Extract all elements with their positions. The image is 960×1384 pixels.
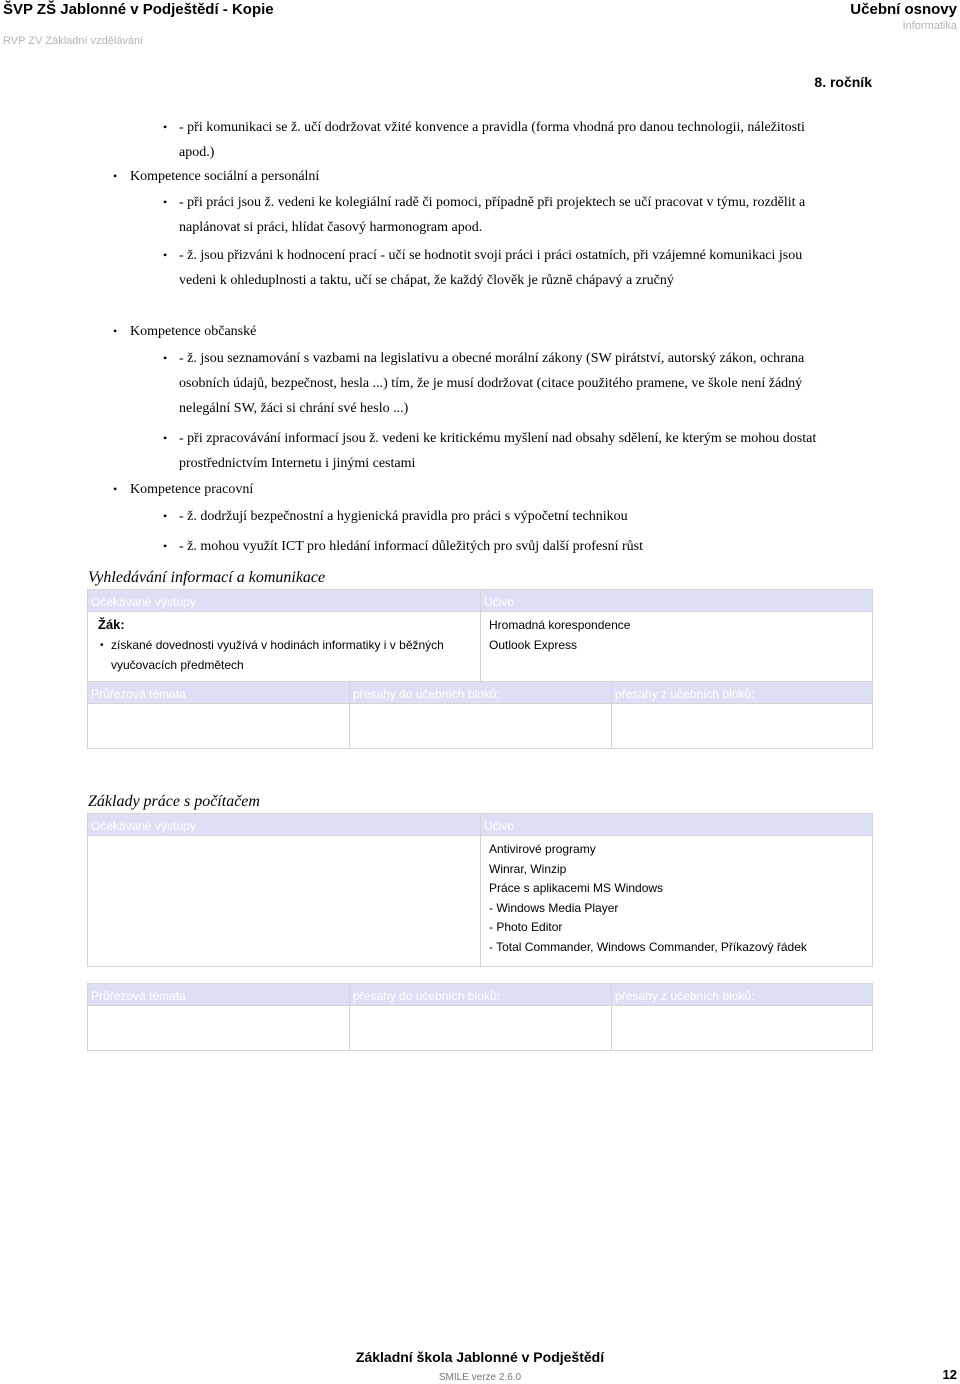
bullet-icon: • [163, 539, 168, 553]
cross-topics-table [87, 681, 873, 749]
content-cell [481, 836, 873, 967]
column-header-cross-topics: Průřezová témata [88, 984, 350, 1006]
table-cell [88, 1006, 350, 1051]
grade-label: 8. ročník [814, 74, 872, 90]
bullet-icon: • [163, 351, 168, 365]
subject-name: Informatika [902, 20, 957, 32]
document-subtitle: RVP ZV Základní vzdělávání [3, 35, 144, 47]
table-cell [612, 704, 873, 749]
student-label: Žák: [98, 617, 125, 632]
list-item: • - při komunikaci se ž. učí dodržovat vžité konvence a pravidla (forma vhodná pro danou technologii, náležitosti apod.) [163, 115, 833, 165]
bullet-icon: • [113, 482, 118, 496]
footer-version: SMILE verze 2.6.0 [438, 1372, 522, 1383]
outcomes-cell [88, 836, 481, 967]
bullet-icon: • [113, 169, 118, 183]
section-title: Učební osnovy [850, 1, 957, 18]
table-cell [88, 704, 350, 749]
column-header-outcomes: Očekávané výstupy [88, 814, 481, 836]
bullet-icon: • [163, 195, 168, 209]
section-heading: Vyhledávání informací a komunikace [88, 569, 326, 586]
outcomes-cell [88, 612, 481, 682]
list-item: • - při zpracovávání informací jsou ž. vedeni ke kritickému myšlení nad obsahy sdělení, ke kterým se mohou dostat prostřednictvím Internetu i jinými cestami [163, 426, 833, 476]
table-cell [612, 1006, 873, 1051]
list-item: Winrar, Winzip [489, 861, 567, 876]
bullet-icon: • [163, 431, 168, 445]
list-item: • - při práci jsou ž. vedeni ke kolegiální radě či pomoci, případně při projektech se učí pracovat v týmu, rozdělit a naplánovat si práci, hlídat časový harmonogram apod. [163, 190, 833, 240]
bullet-icon: • [163, 509, 168, 523]
column-header-overlap-to: přesahy do učebních bloků: [350, 682, 612, 704]
table-cell [350, 1006, 612, 1051]
cross-topics-table [87, 983, 873, 1051]
column-header-overlap-to: přesahy do učebních bloků: [350, 984, 612, 1006]
column-header-outcomes: Očekávané výstupy [88, 590, 481, 612]
outcomes-table [87, 589, 873, 682]
footer-school: Základní škola Jablonné v Podještědí [355, 1349, 605, 1365]
list-item: - Photo Editor [489, 920, 563, 934]
list-item: Hromadná korespondence [489, 618, 631, 632]
section-heading: Základy práce s počítačem [88, 793, 260, 810]
column-header-content: Učivo [481, 814, 873, 836]
column-header-cross-topics: Průřezová témata [88, 682, 350, 704]
bullet-icon: • [113, 324, 118, 338]
content-cell [481, 612, 873, 682]
page-number: 12 [942, 1367, 957, 1382]
list-item: Outlook Express [489, 637, 578, 652]
competence-heading-social: • Kompetence sociální a personální [113, 169, 320, 184]
list-item: • - ž. dodržují bezpečnostní a hygienická pravidla pro práci s výpočetní technikou [163, 504, 833, 529]
competence-heading-work: • Kompetence pracovní [113, 482, 254, 497]
list-item: • získané dovednosti využívá v hodinách informatiky i v běžných vyučovacích předmětech [96, 636, 472, 675]
column-header-content: Učivo [481, 590, 873, 612]
table-cell [350, 704, 612, 749]
column-header-overlap-from: přesahy z učebních bloků: [612, 984, 873, 1006]
list-item: • - ž. mohou využít ICT pro hledání informací důležitých pro svůj další profesní růst [163, 534, 833, 559]
list-item: - Total Commander, Windows Commander, Příkazový řádek [489, 939, 807, 954]
outcomes-table [87, 813, 873, 967]
bullet-icon: • [163, 120, 168, 134]
list-item: - Windows Media Player [489, 900, 619, 915]
document-title: ŠVP ZŠ Jablonné v Podještědí - Kopie [3, 1, 274, 18]
column-header-overlap-from: přesahy z učebních bloků: [612, 682, 873, 704]
list-item: • - ž. jsou seznamování s vazbami na legislativu a obecné morální zákony (SW pirátství, autorský zákon, ochrana osobních údajů, bezpečnost, hesla ...) tím, že je musí dodržovat (citace použitého pramene, ve škole není žádný nelegální SW, žáci si chrání své heslo ...) [163, 346, 833, 421]
list-item: Antivirové programy [489, 842, 596, 856]
list-item: • - ž. jsou přizváni k hodnocení prací - učí se hodnotit svoji práci i práci ostatních, při vzájemné komunikaci jsou vedeni k ohleduplnosti a taktu, učí se chápat, že každý člověk je různě chápavý a zručný [163, 243, 833, 293]
competence-heading-civic: • Kompetence občanské [113, 324, 257, 339]
list-item: Práce s aplikacemi MS Windows [489, 881, 664, 895]
bullet-icon: • [163, 248, 168, 262]
